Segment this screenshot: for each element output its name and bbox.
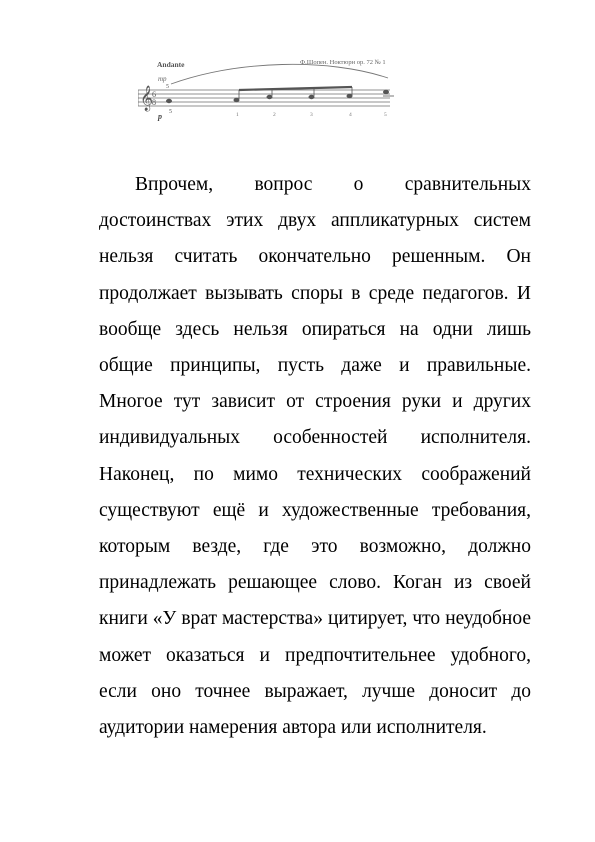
fingering-2: 2 (273, 112, 276, 118)
beamed-notes (234, 87, 353, 102)
final-note-head (383, 90, 389, 94)
finger-top: 5 (166, 84, 169, 90)
tempo-marking: Andante (157, 60, 185, 69)
finger-low: 5 (169, 109, 172, 115)
music-notation (138, 52, 398, 122)
fingering-1: 1 (236, 112, 239, 118)
fingering-4: 4 (349, 112, 352, 118)
music-excerpt (138, 52, 398, 122)
dynamic-mp: mp (158, 75, 167, 83)
slur (171, 64, 388, 84)
treble-clef-icon: 𝄞 (140, 85, 154, 110)
body-paragraph: Впрочем, вопрос о сравнительных достоинствах этих двух аппликатурных систем нельзя считать окончательно решенным. Он продолжает вызывать споры в среде педагогов. И вообще здесь нельзя опираться на одни лишь общие принципы, пусть даже и правильные. Многое тут зависит от строения руки и других индивидуальных особенностей исполнителя. Наконец, по мимо технических соображений существуют ещё и художественные требования, которым везде, где это возможно, должно принадлежать решающее слово. Коган из своей книги «У врат мастерства» цитирует, что неудобное может оказаться и предпочтительнее удобного, если оно точнее выражает, лучше доносит до аудитории намерения автора или исполнителя. (99, 174, 531, 739)
fingering-3: 3 (310, 112, 313, 118)
note-head (166, 99, 172, 103)
time-signature-top: 6 (152, 90, 156, 99)
time-signature-bottom: 8 (152, 98, 156, 107)
dynamic-p: p (158, 112, 162, 121)
fingering-5: 5 (384, 112, 387, 118)
piece-attribution: Ф.Шопен. Ноктюрн ор. 72 № 1 (300, 59, 386, 66)
fingering-row (236, 112, 387, 118)
